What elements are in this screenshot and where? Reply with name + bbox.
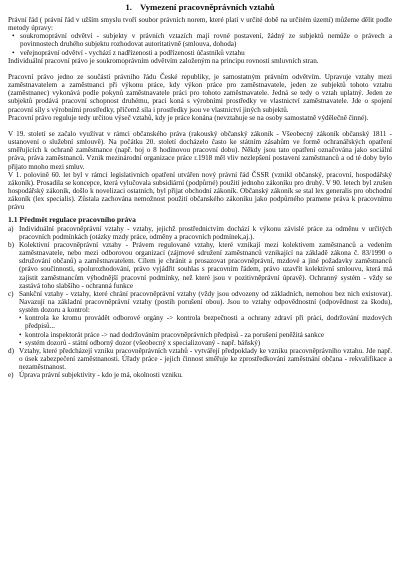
control-text: systém dozorů - státní odborný dozor (všeobecný x specializovaný - např. báňský) bbox=[25, 338, 261, 347]
paragraph: Pracovní právo jedno ze součástí právního řádu České republiky, je samostatným právním odvětvím. Upravuje vztahy mezi zaměstnavatelem a zaměstnanci při výkonu práce, kdy výkon práce pro zaměstnavatele, jeden ze subjektů tohoto vztahu (zaměstnanec) vykonává podle pokynů zaměstnavatele práci pro tohoto zaměstnavatele. Jedná se tedy o vztah uplatný. Jeden ze subjektů prodává pracovní schopnost druhému, praci koná s výrobními prostředky ve vlastnictví zaměstnavatele. Jde o spojení pracovní síly s výrobními prostředky, přičemž síla i prostředky jsou ve vlastnictví jiných subjektů. bbox=[8, 72, 392, 114]
control-text: kontrola inspektorát práce -> nad dodržováním pracovněprávních předpisů - za porušení peněžitá sankce bbox=[25, 330, 325, 339]
control-text: kontrola ke kromu provádět odborové orgány -> kontrola bezpečnosti a ochrany zdraví při práci, dodržování mzdových předpisů... bbox=[25, 314, 392, 331]
item-text: Úprava právní subjektivity - kdo je má, okolnosti vzniku. bbox=[19, 371, 183, 380]
list-item bbox=[8, 371, 392, 379]
list-item bbox=[8, 347, 392, 371]
bullet-icon: • bbox=[19, 338, 22, 347]
intro-tail: Individuální pracovní právo je soukromoprávním odvětvím založeným na principu rovnosti smluvních stran. bbox=[8, 56, 319, 65]
list-item bbox=[8, 290, 392, 314]
item-text: Vztahy, které předcházejí vzniku pracovněprávních vztahů - vytvářejí předpoklady ke vzniku pracovněprávního vztahu. Jde např. o úsek zabezpečení zaměstnanosti. Úřady práce - jejich činnost směřuje ke zprostředkování zaměstnání občana - rekvalifikace a nezaměstnanost. bbox=[19, 346, 392, 372]
item-text: Individuální pracovněprávní vztahy - vztahy, jejichž prostřednictvím dochází k výkonu závislé práce za odměnu v určitých pracovních podmínkách (otázky mzdy práce, odměny a pracovních podmínek,aj.). bbox=[19, 224, 392, 241]
section-title-text: Vymezení pracovněprávních vztahů bbox=[140, 2, 275, 12]
item-label: d) bbox=[8, 346, 14, 355]
control-list-item bbox=[8, 314, 392, 330]
item-label: c) bbox=[8, 289, 14, 298]
list-item bbox=[8, 241, 392, 290]
control-list-item bbox=[8, 339, 392, 347]
paragraph: Pracovní právo reguluje tedy určitou výseč vztahů, kdy je práce konána (nevztahuje se na osoby samostatně výdělečně činné). bbox=[8, 113, 369, 122]
section-title bbox=[8, 2, 392, 13]
item-label: e) bbox=[8, 371, 14, 380]
section-number: 1. bbox=[125, 2, 132, 12]
list-item: • veřejnoprávní odvětví - vychází z nadřízenosti a podřízenosti účastníků vztahu bbox=[20, 49, 392, 57]
list-item: • soukromoprávní odvětví - subjekty v právních vztazích mají rovné postavení, žádný ze subjektů nemůže o právech a povinnostech druhého subjektu rozhodovat autoritativně (smlouva, dohoda) bbox=[20, 32, 392, 48]
intro-bullet-list bbox=[8, 32, 392, 56]
item-text: Kolektivní pracovněprávní vztahy - Právem regulované vztahy, které vznikají mezi kolektivem zaměstnanců a vedením zaměstnavatele, nebo mezi odborovou organizací (zájmové sdružení zaměstnanců vznikající na základě zákona č. 83/1990 o sdružování občanů) a zaměstnavatelem. Cílem je chránit a prosazovat pracovněprávní, mzdové a jiné požadavky zaměstnanců (právo součinnosti, spolurozhodování, právo vyjádřit souhlas s pracovním řádem, právo uzavřít kolektivní smlouvu, která má zajistit zaměstnancům výhodnější pracovní podmínky, než které jsou v pozitivněprávní úpravě). Ochranný systém - vždy se zastává toho slabšího - ochranná funkce bbox=[19, 240, 392, 290]
bullet-icon: • bbox=[19, 314, 22, 323]
paragraph: V 19. století se začalo využívat v rámci občanského práva (rakouský občanský zákoník - Všeobecný zákoník občanský 1811 - ustanovení o služební smlouvě). Na počátku 20. století docházelo často ke státním zásahům ve formě ochranářských opatření směřujících k ochraně zaměstnance (např. boj o 8 hodinovou pracovní dobu). Někdy jsou tato opatření označována jako sociální práva, práva zaměstnanců. Vznik mezinárodní organizace práce r.1918 měl vliv nezlepšení postavení zaměstnanců a od té doby bylo přijato mnoho mezi smluv. bbox=[8, 129, 392, 171]
subsection-heading: 1.1 Předmět regulace pracovního práva bbox=[8, 215, 136, 225]
paragraph: V 1. polovině 60. let byl v rámci legislativních opatření utvářen nový právní řád ČSSR (vznikl občanský, pracovní, hospodářský zákoník). Prosadila se koncepce, která vylučovala subsidiární (podpůrné) použití jednoho zákoníku pro druhý. V 90. letech byl zrušen hospodářský zákoník, došlo k novelizaci ostatních, byl přijat obchodní zákoník. Občanský zákoník se stal lex generalis pro obchodní zákoník (lex specialis). Zůstala zachována nemožnost použití občanského zákoníku jako podpůrného pramene práva k pracovnímu právu bbox=[8, 170, 392, 212]
control-list-item bbox=[8, 331, 392, 339]
list-item bbox=[8, 225, 392, 241]
intro-lead: Právní řád ( právní řád v užším smyslu tvoří soubor právních norem, které platí v určité době na určitém území) můžeme dělit podle metody úpravy: bbox=[8, 16, 392, 33]
item-label: b) bbox=[8, 240, 14, 249]
bullet-icon: • bbox=[19, 330, 22, 339]
item-label: a) bbox=[8, 224, 14, 233]
item-text: Sankční vztahy - vztahy, které chrání pracovněprávní vztahy (vždy jsou odvozeny od základních, nemohou bez nich existovat). Navazují na základní pracovněprávní vztahy (postih porušení obou). Jsou to vztahy odpovědnostní (odpovědnost za škodu), systém dozoru a kontrol: bbox=[19, 289, 392, 315]
